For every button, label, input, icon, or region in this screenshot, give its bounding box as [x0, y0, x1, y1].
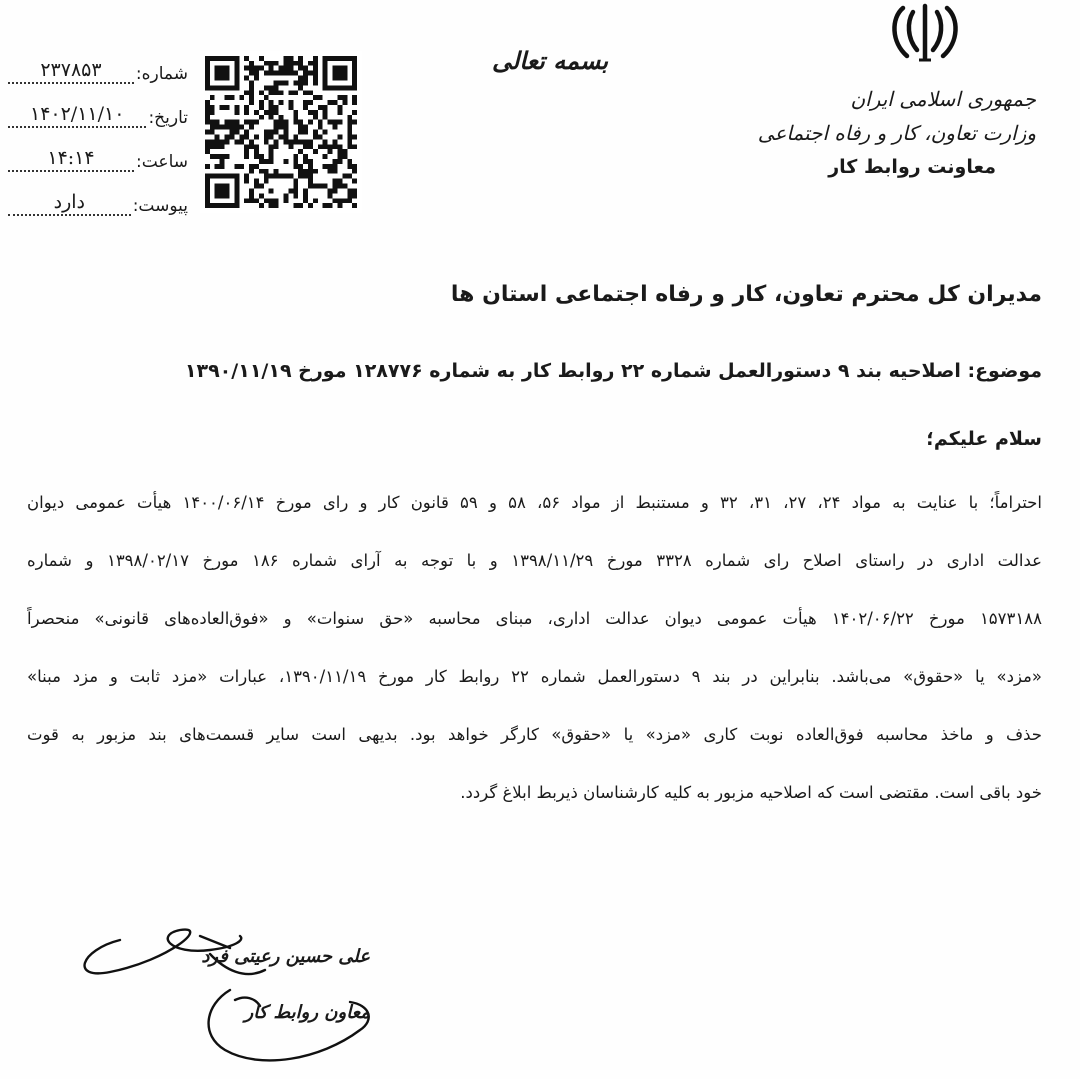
- meta-attachment-value: دارد: [8, 191, 131, 216]
- signer-block: [201, 940, 370, 1030]
- qr-code: [200, 50, 362, 214]
- signer-name: علی حسین رعیتی فرد: [201, 946, 370, 967]
- iran-emblem-icon: [885, 2, 965, 64]
- country-name: جمهوری اسلامی ایران: [850, 87, 1036, 111]
- meta-attachment-label: پیوست:: [132, 196, 188, 216]
- letter-body: [27, 488, 1042, 836]
- body-line: خود باقی است. مقتضی است که اصلاحیه مزبور به کلیه کارشناسان ذیربط ابلاغ گردد.: [460, 783, 1042, 802]
- department-name: معاونت روابط کار: [828, 156, 996, 178]
- meta-date-value: ۱۴۰۲/۱۱/۱۰: [8, 103, 146, 128]
- signer-title: معاون روابط کار: [244, 1002, 370, 1023]
- body-line: ۱۵۷۳۱۸۸ مورخ ۱۴۰۲/۰۶/۲۲ هیأت عمومی دیوان عدالت اداری، مبنای محاسبه «حق سنوات» و «فوق‌العاده‌های قانونی» منحصراً: [27, 609, 1042, 628]
- ministry-header: [756, 82, 1036, 184]
- letter-addressee: مدیران کل محترم تعاون، کار و رفاه اجتماعی استان ها: [450, 282, 1042, 307]
- meta-number-row: [8, 40, 188, 84]
- letter-greeting: سلام علیکم؛: [926, 428, 1042, 450]
- meta-number-value: ۲۳۷۸۵۳: [8, 59, 134, 84]
- meta-attachment-row: [8, 172, 188, 216]
- meta-date-label: تاریخ:: [148, 108, 188, 128]
- meta-number-label: شماره:: [135, 64, 188, 84]
- meta-date-row: [8, 84, 188, 128]
- meta-time-label: ساعت:: [136, 152, 188, 172]
- basmala: بسمه تعالی: [491, 46, 609, 75]
- body-line: حذف و ماخذ محاسبه فوق‌العاده نوبت کاری «مزد» یا «حقوق» کارگر خواهد بود. بدیهی است سایر قسمت‌های بند مزبور به قوت: [27, 725, 1042, 744]
- body-line: عدالت اداری در راستای اصلاح رای شماره ۳۳۲۸ مورخ ۱۳۹۸/۱۱/۲۹ و با توجه به آرای شماره ۱۸۶ مورخ ۱۳۹۸/۰۲/۱۷ و شماره: [27, 551, 1042, 570]
- letter-subject: موضوع: اصلاحیه بند ۹ دستورالعمل شماره ۲۲ روابط کار به شماره ۱۲۸۷۷۶ مورخ ۱۳۹۰/۱۱/۱۹: [184, 360, 1042, 382]
- meta-time-value: ۱۴:۱۴: [8, 147, 134, 172]
- body-line: احتراماً؛ با عنایت به مواد ۲۴، ۲۷، ۳۱، ۳۲ و مستنبط از مواد ۵۶، ۵۸ و ۵۹ قانون کار و رای مورخ ۱۴۰۰/۰۶/۱۴ هیأت عمومی دیوان: [27, 493, 1042, 512]
- ministry-name: وزارت تعاون، کار و رفاه اجتماعی: [757, 121, 1036, 145]
- body-line: «مزد» یا «حقوق» می‌باشد. بنابراین در بند ۹ دستورالعمل شماره ۲۲ روابط کار مورخ ۱۳۹۰/۱۱/۱۹، عبارات «مزد ثابت و مزد مبنا»: [27, 667, 1042, 686]
- meta-time-row: [8, 128, 188, 172]
- letter-meta: [8, 40, 188, 216]
